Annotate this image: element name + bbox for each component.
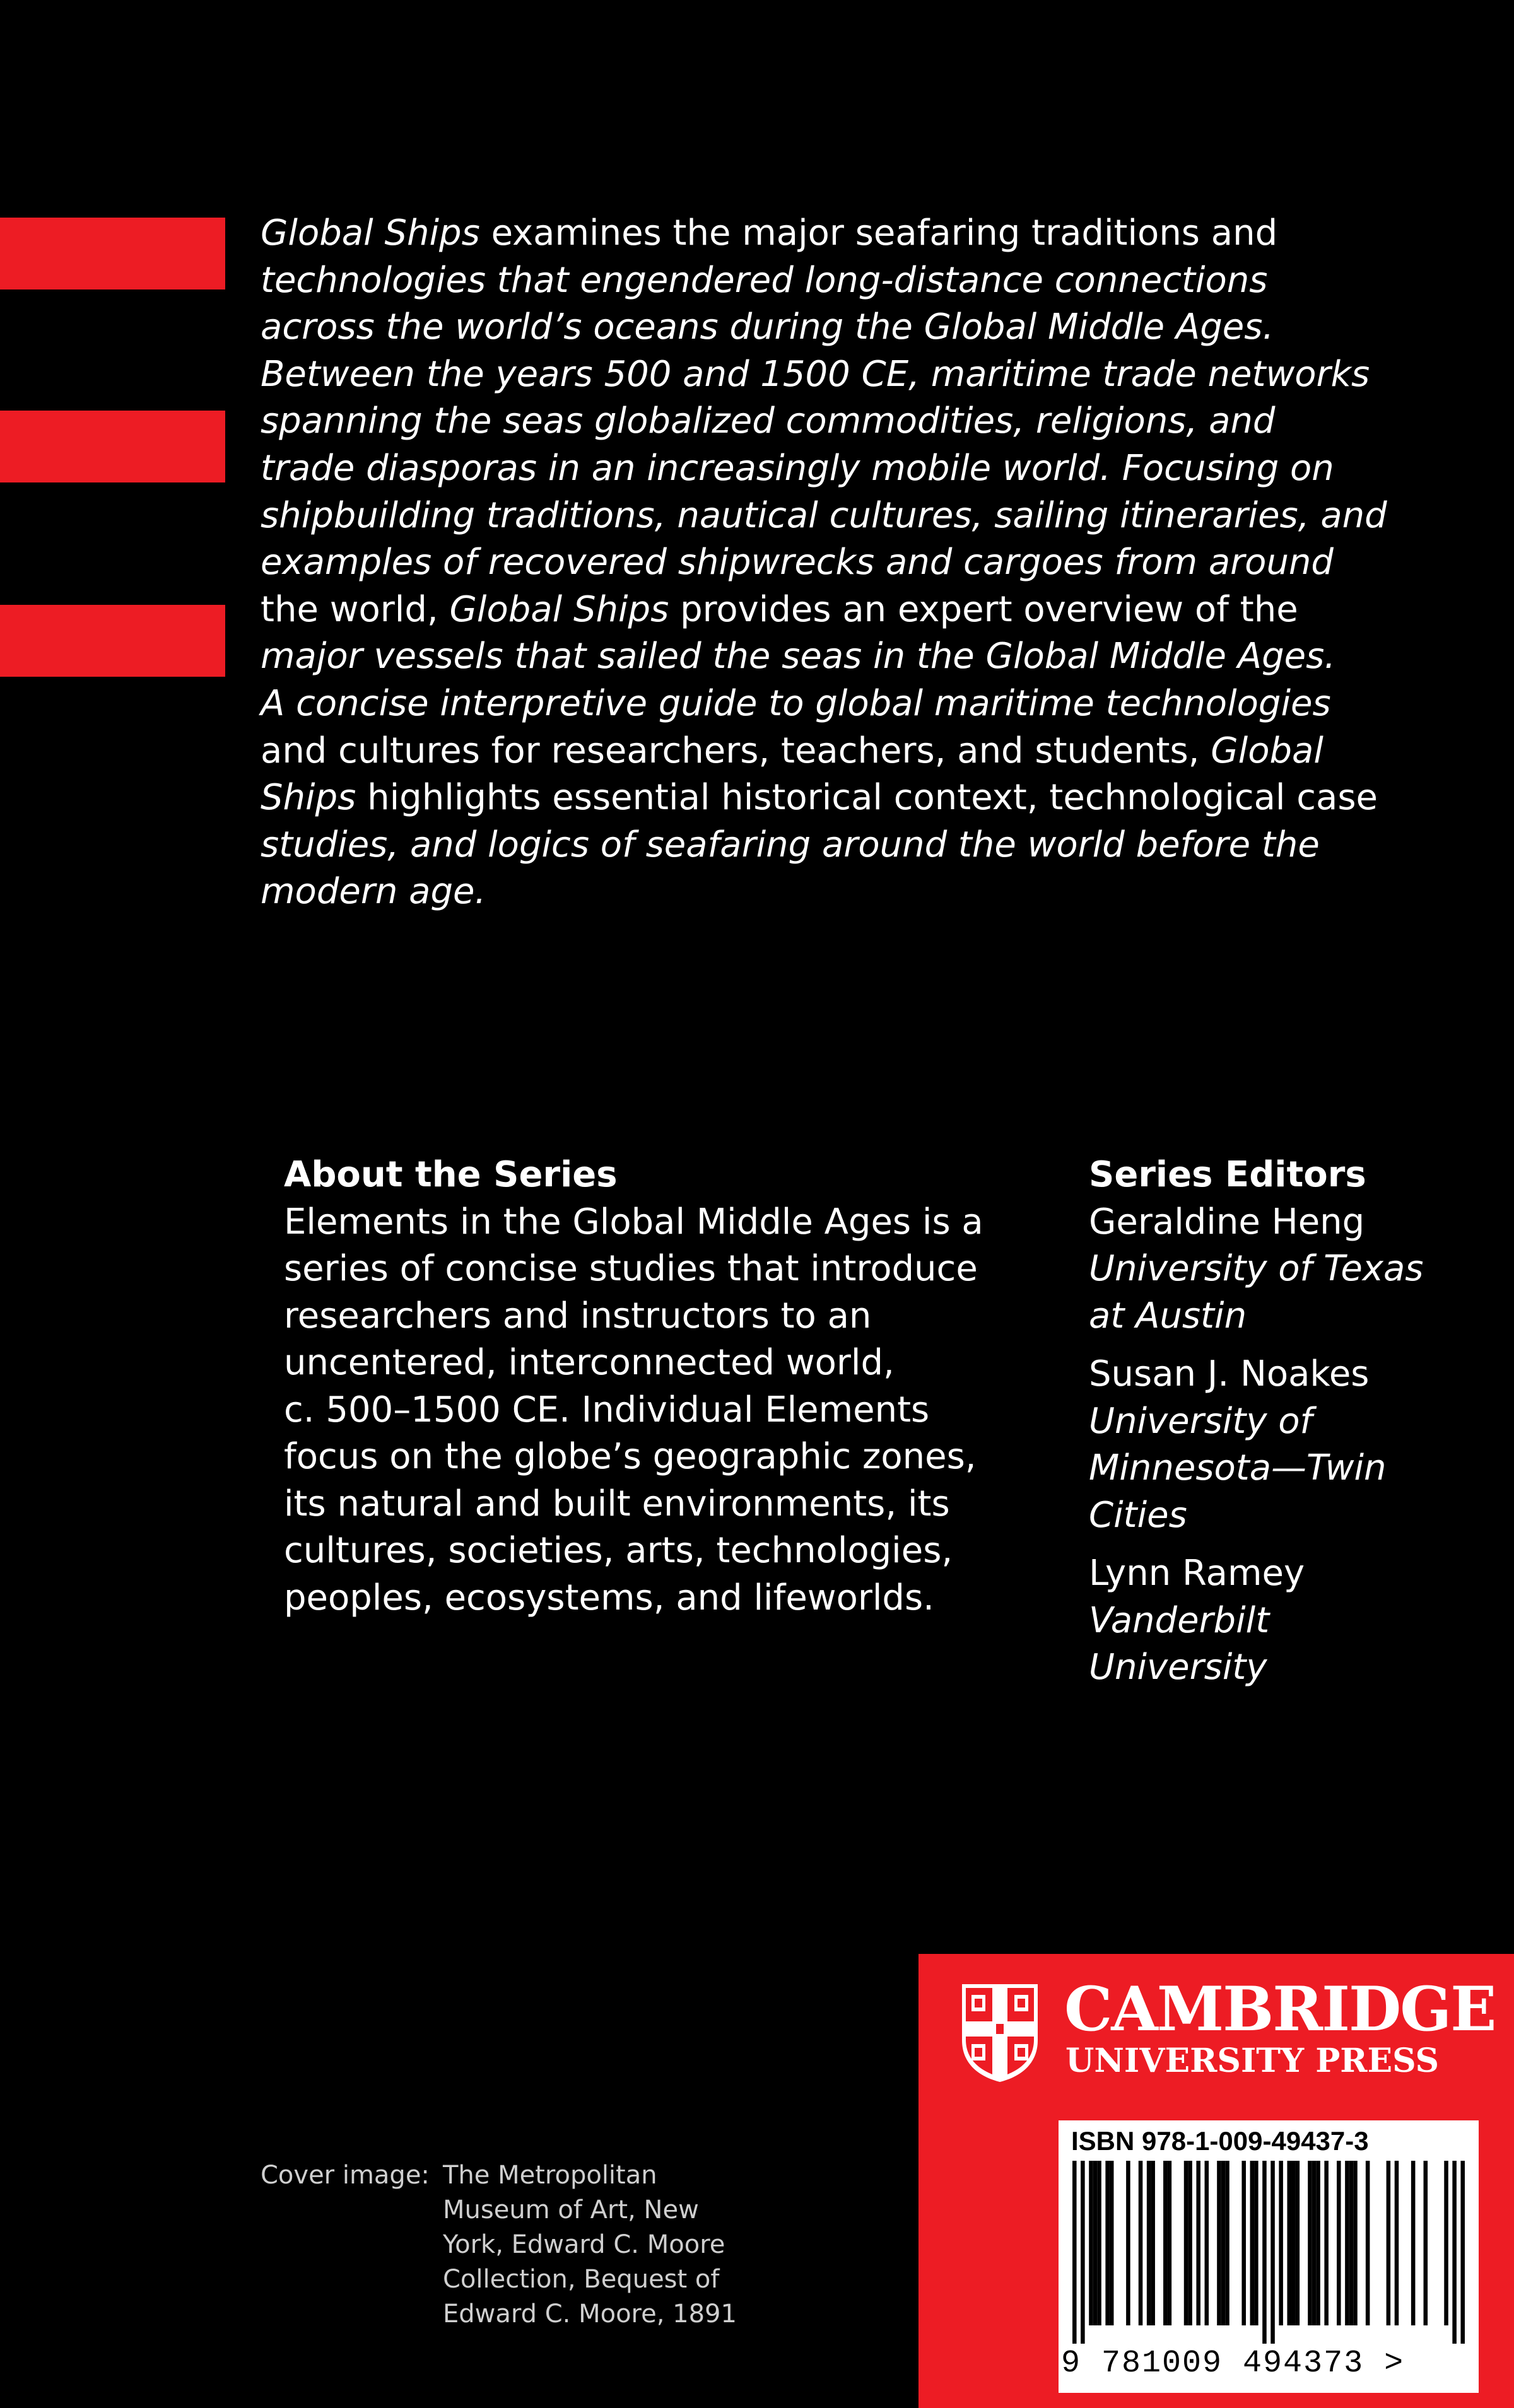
series-editor [1089,1351,1493,1539]
barcode-bar [1424,2161,1428,2325]
barcode-bar [1139,2161,1143,2325]
series-editors-heading: Series Editors [1089,1154,1366,1195]
blurb-line [261,398,1434,445]
series-editor [1089,1550,1493,1692]
barcode-bar [1151,2161,1155,2325]
about-series-line: c. 500–1500 CE. Individual Elements [284,1389,930,1430]
barcode-bar [1324,2161,1329,2325]
about-series-line: peoples, ecosystems, and lifeworlds. [284,1577,934,1618]
editor-affiliation: Vanderbilt [1089,1599,1270,1641]
editor-affiliation: Minnesota—Twin [1089,1447,1387,1488]
publisher-subtitle: UNIVERSITY PRESS [1065,2042,1440,2080]
book-title-italic: studies, and logics of seafaring around the world before the [261,824,1320,865]
cover-credit-line: Collection, Bequest of [443,2265,720,2294]
barcode-bar [1366,2161,1370,2325]
blurb-line [261,210,1434,257]
about-series-line: researchers and instructors to an [284,1295,872,1336]
barcode-bar [1081,2161,1085,2344]
blurb-line [261,539,1434,587]
blurb-text: and cultures for researchers, teachers, and students, [261,730,1211,771]
barcode-bar [1308,2161,1312,2325]
barcode-bars [1072,2161,1465,2344]
series-editor [1089,1199,1493,1340]
red-accent-bar-middle [0,411,225,482]
editor-affiliation: Cities [1089,1494,1187,1536]
about-series-text [284,1199,1041,1622]
book-title-italic: Global Ships [261,213,480,254]
book-title-italic: Ships [261,777,356,819]
barcode-bar [1349,2161,1354,2325]
barcode-bar [1411,2161,1416,2325]
book-title-italic: major vessels that sailed the seas in the Global Middle Ages. [261,636,1336,677]
barcode-bar [1270,2161,1275,2344]
barcode-bar [1093,2161,1098,2325]
editor-affiliation: at Austin [1089,1295,1247,1336]
about-series-line: its natural and built environments, its [284,1483,950,1524]
barcode-bar [1291,2161,1296,2325]
book-title-italic: Global [1211,730,1323,771]
barcode-bar [1163,2161,1168,2325]
barcode-bar [1250,2161,1255,2325]
book-title-italic: modern age. [261,871,486,913]
barcode-bar [1196,2161,1200,2325]
about-series-line: focus on the globe’s geographic zones, [284,1436,977,1477]
about-series-line: series of concise studies that introduce [284,1248,978,1289]
series-editors-list [1089,1199,1493,1692]
barcode-digits: 9 781009 494373 > [1061,2346,1405,2382]
book-title-italic: spanning the seas globalized commodities, religions, and [261,400,1276,442]
red-accent-bar-top [0,218,225,289]
blurb-line [261,304,1434,351]
blurb-text: highlights essential historical context, technological case [356,777,1378,819]
blurb-line [261,351,1434,399]
barcode-bar [1353,2161,1358,2325]
book-title-italic: A concise interpretive guide to global maritime technologies [261,682,1331,724]
barcode-bar [1296,2161,1300,2325]
blurb-line [261,681,1434,728]
blurb-line [261,257,1434,305]
barcode-bar [1254,2161,1259,2325]
book-title-italic: trade diasporas in an increasingly mobile world. Focusing on [261,447,1334,489]
barcode-bar [1126,2161,1130,2325]
barcode-bar [1387,2161,1391,2325]
blurb-text: provides an expert overview of the [669,588,1298,630]
editor-affiliation: University [1089,1647,1267,1688]
about-series-line: Elements in the Global Middle Ages is a [284,1201,983,1242]
barcode-bar [1287,2161,1291,2325]
barcode-bar [1217,2161,1221,2325]
book-title-italic: across the world’s oceans during the Global Middle Ages. [261,307,1274,348]
barcode-bar [1395,2161,1399,2325]
barcode-bar [1444,2161,1448,2325]
about-series-heading: About the Series [284,1154,618,1195]
book-title-italic: technologies that engendered long-distance connections [261,259,1268,301]
barcode-bar [1452,2161,1457,2344]
blurb-line [261,587,1434,634]
barcode-bar [1089,2161,1093,2325]
barcode-bar [1279,2161,1283,2325]
book-blurb [261,210,1434,916]
about-series-line: uncentered, interconnected world, [284,1342,895,1383]
cover-credit-text [443,2158,737,2332]
about-the-series [284,1152,1041,1622]
blurb-line [261,774,1434,822]
barcode-bar [1168,2161,1172,2325]
publisher-name: CAMBRIDGE [1064,1973,1496,2045]
barcode-bar [1337,2161,1341,2325]
blurb-line [261,493,1434,540]
cover-credit-line: Edward C. Moore, 1891 [443,2300,737,2329]
barcode-bar [1316,2161,1320,2325]
isbn-label: ISBN 978-1-009-49437-3 [1071,2126,1369,2156]
barcode-bar [1221,2161,1226,2325]
book-title-italic: shipbuilding traditions, nautical cultures, sailing itineraries, and [261,494,1387,536]
barcode-bar [1262,2161,1267,2344]
editor-name: Geraldine Heng [1089,1201,1365,1242]
blurb-line [261,633,1434,681]
cover-credit-line: The Metropolitan [443,2161,657,2190]
blurb-text: examines the major seafaring traditions and [479,213,1278,254]
barcode-bar [1188,2161,1192,2325]
cambridge-shield-icon [960,1982,1040,2083]
isbn-barcode [1059,2120,1479,2393]
book-title-italic: examples of recovered shipwrecks and cargoes from around [261,542,1334,583]
barcode-bar [1147,2161,1151,2325]
barcode-bar [1110,2161,1114,2325]
editor-name: Lynn Ramey [1089,1553,1305,1594]
editor-affiliation: University of Texas [1089,1248,1424,1289]
about-series-line: cultures, societies, arts, technologies, [284,1530,953,1571]
blurb-line [261,868,1434,916]
editor-affiliation: University of [1089,1400,1313,1442]
cover-credit-line: Museum of Art, New [443,2195,699,2224]
red-accent-bar-bottom [0,605,225,677]
blurb-line [261,728,1434,775]
barcode-bar [1072,2161,1077,2344]
series-editors [1089,1152,1493,1692]
editor-name: Susan J. Noakes [1089,1353,1370,1394]
blurb-line [261,445,1434,493]
cover-credit-label: Cover image: [261,2161,430,2190]
blurb-text: the world, [261,588,450,630]
book-title-italic: Between the years 500 and 1500 CE, maritime trade networks [261,353,1370,395]
barcode-bar [1097,2161,1101,2325]
barcode-bar [1312,2161,1317,2325]
barcode-bar [1184,2161,1188,2325]
barcode-bar [1241,2161,1246,2325]
barcode-bar [1225,2161,1229,2325]
publisher-panel [918,1954,1514,2408]
barcode-bar [1105,2161,1110,2325]
barcode-bar [1345,2161,1349,2325]
barcode-bar [1205,2161,1209,2325]
book-title-italic: Global Ships [449,588,669,630]
blurb-line [261,822,1434,869]
barcode-bar [1460,2161,1465,2344]
cover-credit-line: York, Edward C. Moore [443,2230,725,2259]
